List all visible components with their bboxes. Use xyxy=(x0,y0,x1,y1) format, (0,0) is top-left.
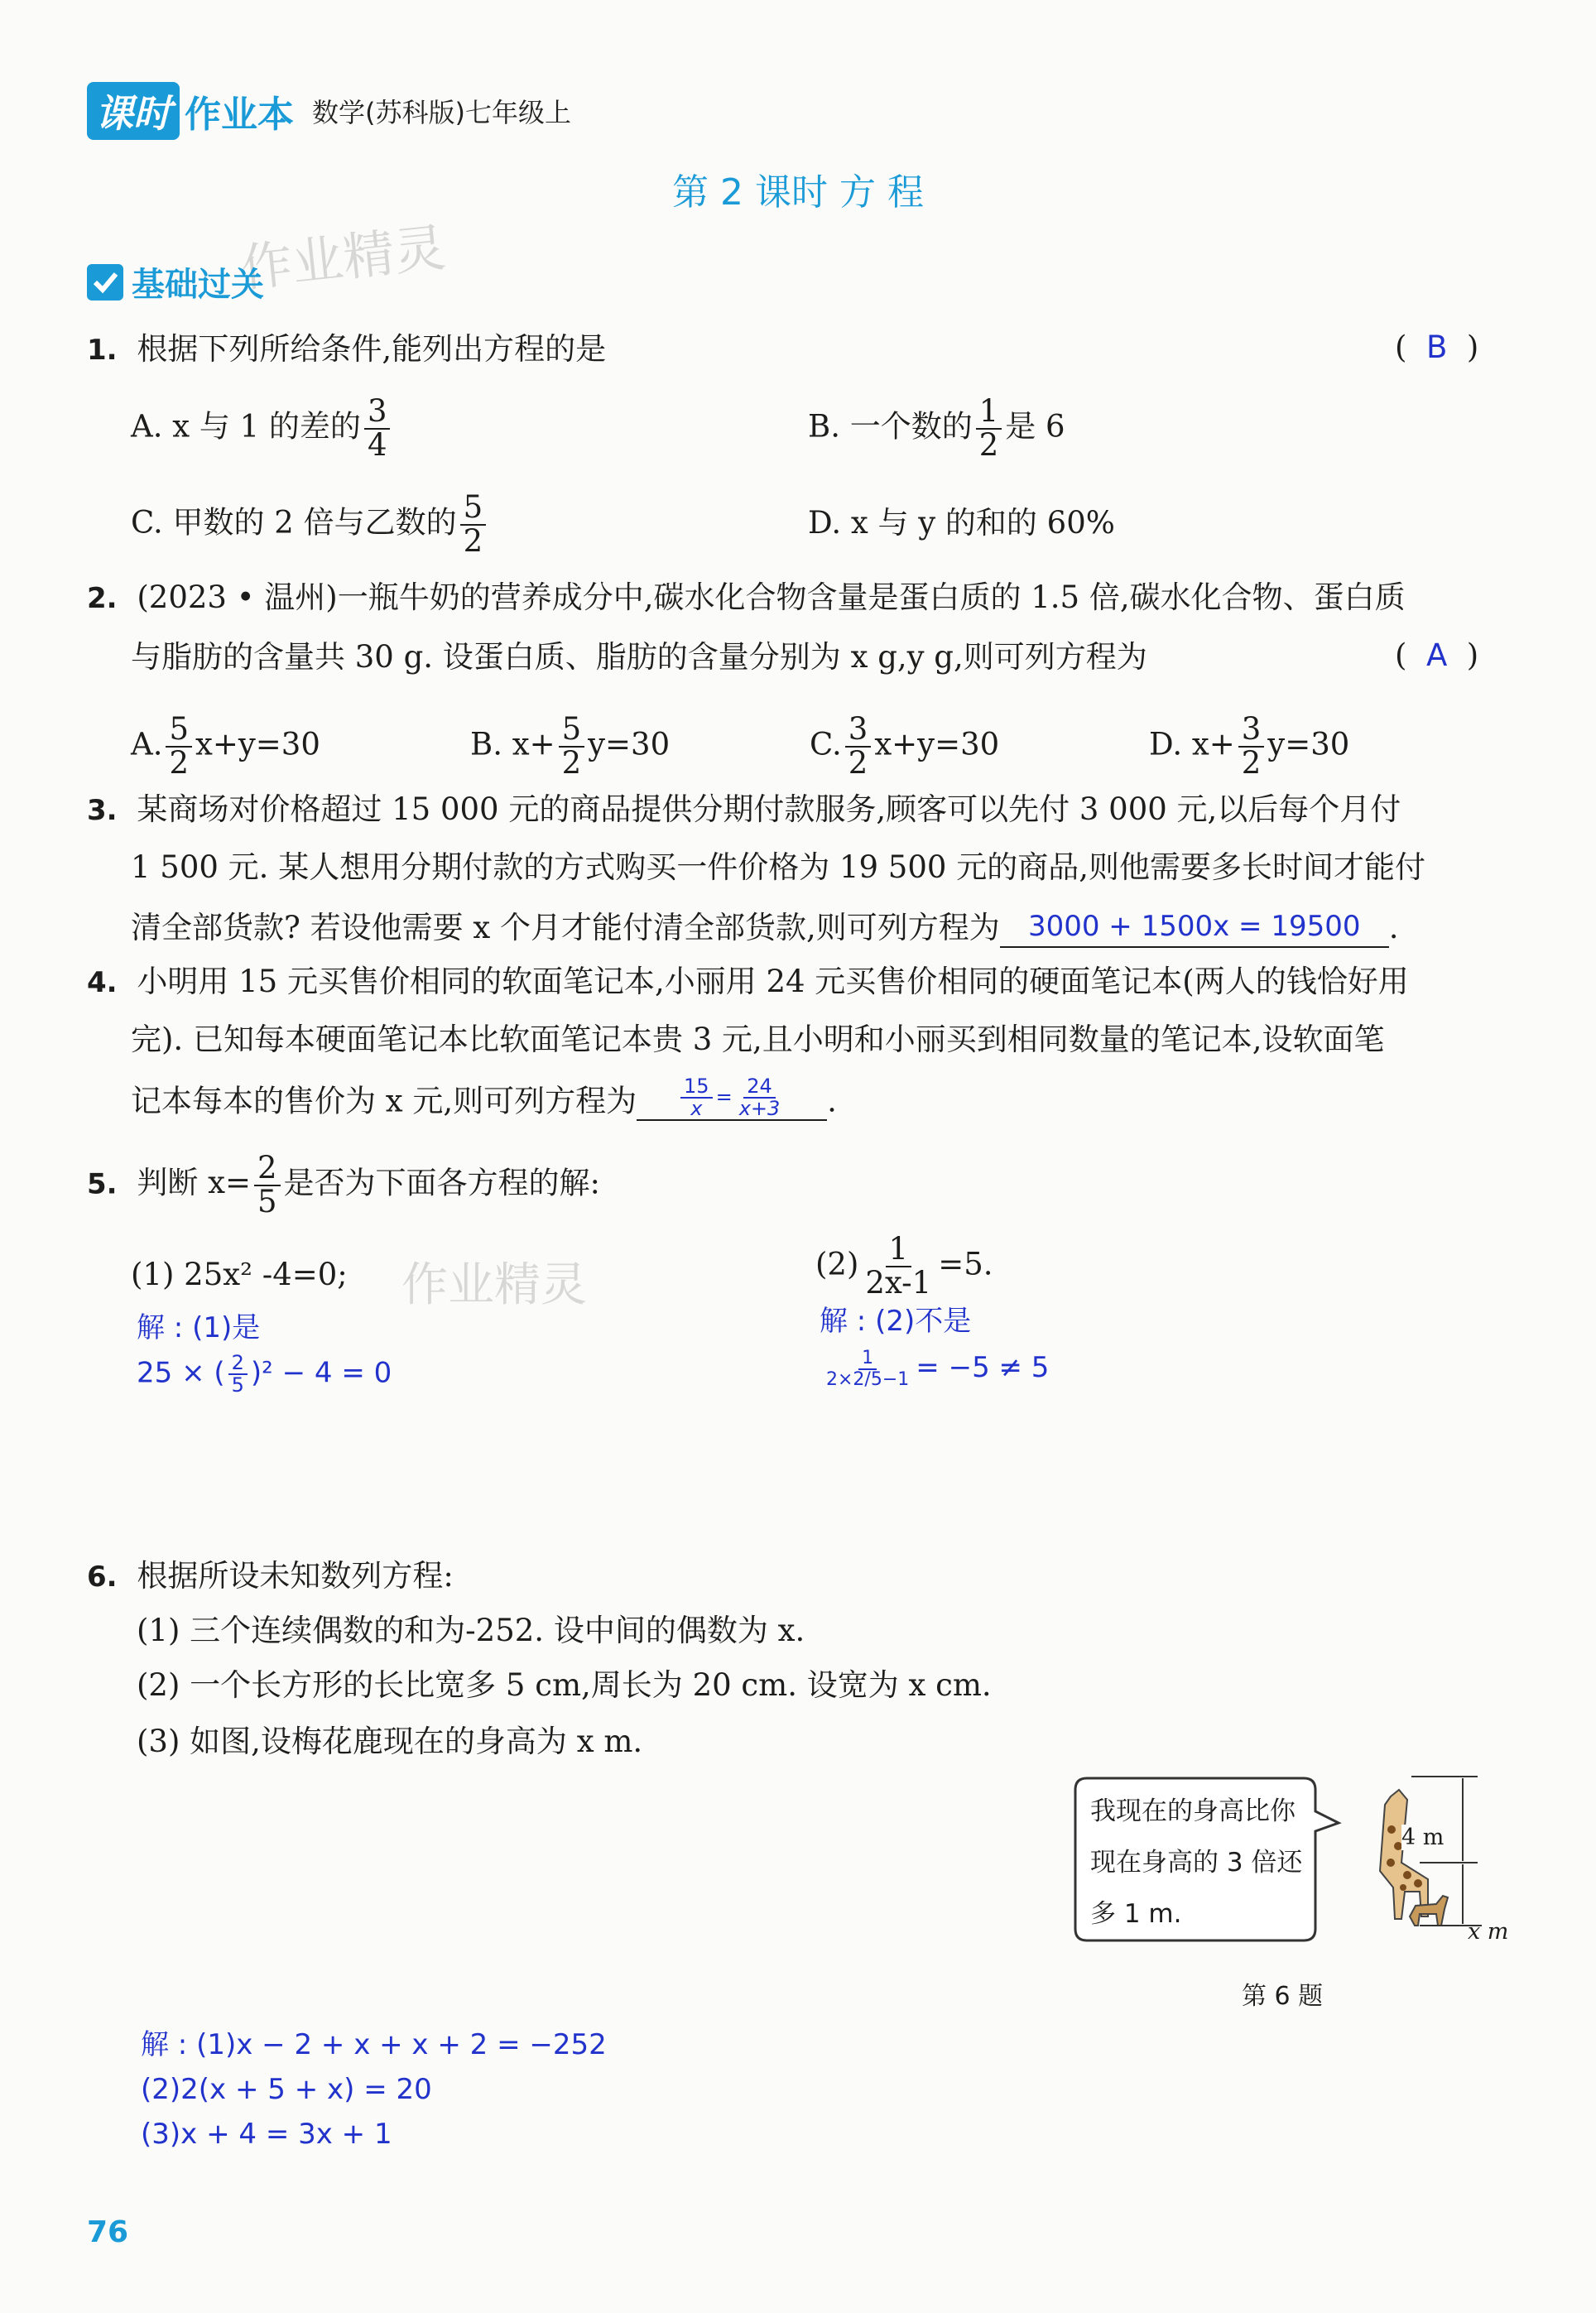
q2-option-b: B. x+ $\frac{5}{2}$ y=30 xyxy=(470,711,671,781)
q1-option-a: A. x 与 1 的差的 $\frac{3}{4}$ xyxy=(131,396,393,462)
q5-solution-2b: $\frac{1}{2\times 2/5-1}$ = −5 ≠ 5 xyxy=(826,1348,1050,1390)
question-3-line2: 1 500 元. 某人想用分期付款的方式购买一件价格为 19 500 元的商品,则他需要多长时间才能付 xyxy=(131,849,1425,885)
q6-solution-1: 解 : (1)x − 2 + x + x + 2 = −252 xyxy=(141,2028,607,2061)
q5-solution-1a: 解 : (1)是 xyxy=(137,1311,261,1344)
q5-part-1: (1) 25x² -4=0; xyxy=(131,1257,348,1292)
watermark-2: 作业精灵 xyxy=(401,1258,587,1312)
question-2-answer: ( A ) xyxy=(1395,637,1479,673)
q5-solution-2a: 解 : (2)不是 xyxy=(820,1305,972,1338)
figure-giraffe-deer xyxy=(1064,1772,1507,2020)
q3-answer: 3000 + 1500x = 19500 xyxy=(1027,910,1361,943)
question-2-line1: 2. (2023 • 温州)一瓶牛奶的营养成分中,碳水化合物含量是蛋白质的 1.5 倍,碳水化合物、蛋白质 xyxy=(87,579,1406,615)
q6-solution-3: (3)x + 4 = 3x + 1 xyxy=(141,2118,392,2151)
page-title: 第 2 课时 方 程 xyxy=(672,171,924,214)
page-number: 76 xyxy=(87,2215,129,2249)
section-title: 基础过关 xyxy=(132,266,264,304)
header-logo xyxy=(87,83,571,139)
dimension-4m: 4 m xyxy=(1401,1825,1445,1850)
q6-part-3: (3) 如图,设梅花鹿现在的身高为 x m. xyxy=(137,1724,643,1759)
question-2-line2: 与脂肪的含量共 30 g. 设蛋白质、脂肪的含量分别为 x g,y g,则可列方程为 xyxy=(131,639,1147,675)
question-1-answer: ( B ) xyxy=(1395,329,1479,365)
q2-option-c: C. $\frac{3}{2}$ x+y=30 xyxy=(810,711,1000,781)
question-6-stem: 6. 根据所设未知数列方程: xyxy=(87,1558,454,1594)
q5-part-2: (2) $\frac{1}{2x-1}$ =5. xyxy=(815,1231,993,1301)
bubble-line-2: 现在身高的 3 倍还 xyxy=(1090,1848,1303,1878)
q6-part-1: (1) 三个连续偶数的和为-252. 设中间的偶数为 x. xyxy=(137,1613,805,1648)
watermark: 作业精灵 xyxy=(238,217,449,299)
question-4-line1: 4. 小明用 15 元买售价相同的软面笔记本,小丽用 24 元买售价相同的硬面笔记本(两人的钱恰好用 xyxy=(87,964,1409,999)
q6-solution-2: (2)2(x + 5 + x) = 20 xyxy=(141,2073,432,2106)
q6-part-2: (2) 一个长方形的长比宽多 5 cm,周长为 20 cm. 设宽为 x cm. xyxy=(137,1667,992,1703)
question-5-stem: 5. 判断 x= $\frac{2}{5}$ 是否为下面各方程的解: xyxy=(87,1150,600,1219)
checkbox-icon xyxy=(87,264,123,301)
q2-option-d: D. x+ $\frac{3}{2}$ y=30 xyxy=(1149,711,1350,781)
figure-caption: 第 6 题 xyxy=(1242,1982,1324,2011)
q5-solution-1b: 25 × ( $\frac{2}{5}$ )² − 4 = 0 xyxy=(137,1351,392,1397)
q1-option-c: C. 甲数的 2 倍与乙数的 $\frac{5}{2}$ xyxy=(131,492,489,558)
q1-option-d: D. x 与 y 的和的 60% xyxy=(808,505,1115,541)
question-3-line1: 3. 某商场对价格超过 15 000 元的商品提供分期付款服务,顾客可以先付 3 000 元,以后每个月付 xyxy=(87,791,1401,827)
q4-answer: $\frac{15}{x}$ = $\frac{24}{x+3}$ xyxy=(637,1076,827,1121)
logo-text: 作业本 xyxy=(185,94,294,136)
subject-label: 数学(苏科版)七年级上 xyxy=(312,97,571,128)
logo-badge: 课时 xyxy=(87,82,180,140)
bubble-line-1: 我现在的身高比你 xyxy=(1090,1796,1296,1826)
section-heading xyxy=(87,258,264,305)
q1-option-b: B. 一个数的 $\frac{1}{2}$ 是 6 xyxy=(808,393,1065,463)
dimension-xm: x m xyxy=(1468,1919,1509,1945)
question-3-line3: 清全部货款? 若设他需要 x 个月才能付清全部货款,则可列方程为 3000 + 1500x = 19500 . xyxy=(131,906,1399,948)
bubble-line-3: 多 1 m. xyxy=(1090,1899,1182,1929)
q2-option-a: A. $\frac{5}{2}$ x+y=30 xyxy=(131,711,320,781)
question-1-stem: 1. 根据下列所给条件,能列出方程的是 xyxy=(87,331,607,367)
question-4-line2: 完). 已知每本硬面笔记本比软面笔记本贵 3 元,且小明和小丽买到相同数量的笔记本,设软面笔 xyxy=(131,1022,1385,1057)
question-4-line3: 记本每本的售价为 x 元,则可列方程为 $\frac{15}{x}$ = $\frac{24}{x+3}$ . xyxy=(131,1075,837,1121)
